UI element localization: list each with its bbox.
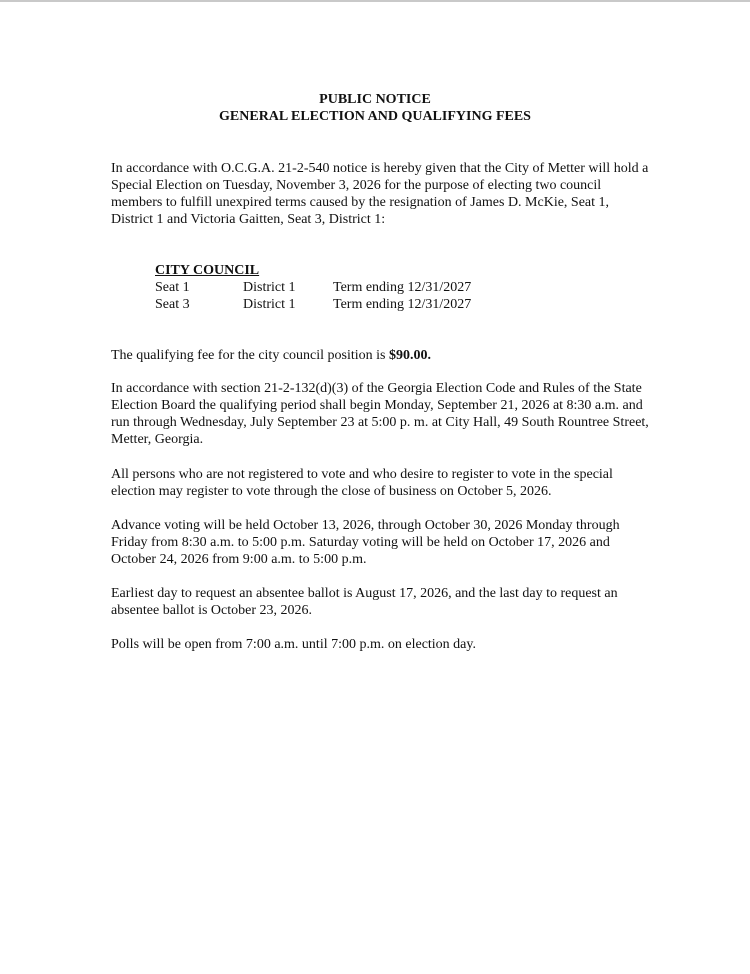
district-cell: District 1 <box>243 280 296 295</box>
absentee-paragraph: Earliest day to request an absentee ballot is August 17, 2026, and the last day to request an absentee ballot is October 23, 2026. <box>111 586 618 618</box>
term-cell: Term ending 12/31/2027 <box>333 280 472 295</box>
city-council-heading: CITY COUNCIL <box>155 263 260 278</box>
council-row <box>155 279 471 296</box>
intro-paragraph: In accordance with O.C.G.A. 21-2-540 notice is hereby given that the City of Metter will hold a Special Election on Tuesday, November 3, 2026 for the purpose of electing two council members to fulfill unexpired terms caused by the resignation of James D. McKie, Seat 1, District 1 and Victoria Gaitten, Seat 3, District 1: <box>111 161 649 227</box>
fee-paragraph <box>111 347 651 364</box>
advance-voting-paragraph: Advance voting will be held October 13, 2026, through October 30, 2026 Monday through Friday from 8:30 a.m. to 5:00 p.m. Saturday voting will be held on October 17, 2026 and October 24, 2026 from 9:00 a.m. to 5:00 p.m. <box>111 518 620 567</box>
polls-paragraph: Polls will be open from 7:00 a.m. until 7:00 p.m. on election day. <box>111 637 476 652</box>
top-border <box>0 0 750 2</box>
qualifying-paragraph: In accordance with section 21-2-132(d)(3) of the Georgia Election Code and Rules of the State Election Board the qualifying period shall begin Monday, September 21, 2026 at 8:30 a.m. and run through Wednesday, July September 23 at 5:00 p. m. at City Hall, 49 South Rountree Street, Metter, Georgia. <box>111 381 649 447</box>
fee-amount: $90.00. <box>388 348 431 363</box>
seat-cell: Seat 3 <box>155 297 190 312</box>
seat-cell: Seat 1 <box>155 280 190 295</box>
registration-paragraph: All persons who are not registered to vote and who desire to register to vote in the special election may register to vote through the close of business on October 5, 2026. <box>111 467 613 499</box>
term-cell: Term ending 12/31/2027 <box>333 297 472 312</box>
notice-subtitle: GENERAL ELECTION AND QUALIFYING FEES <box>219 109 531 124</box>
district-cell: District 1 <box>243 297 296 312</box>
notice-title: PUBLIC NOTICE <box>319 92 431 107</box>
city-council-table <box>155 262 471 313</box>
council-row <box>155 296 471 313</box>
fee-text: The qualifying fee for the city council position is <box>111 348 389 363</box>
